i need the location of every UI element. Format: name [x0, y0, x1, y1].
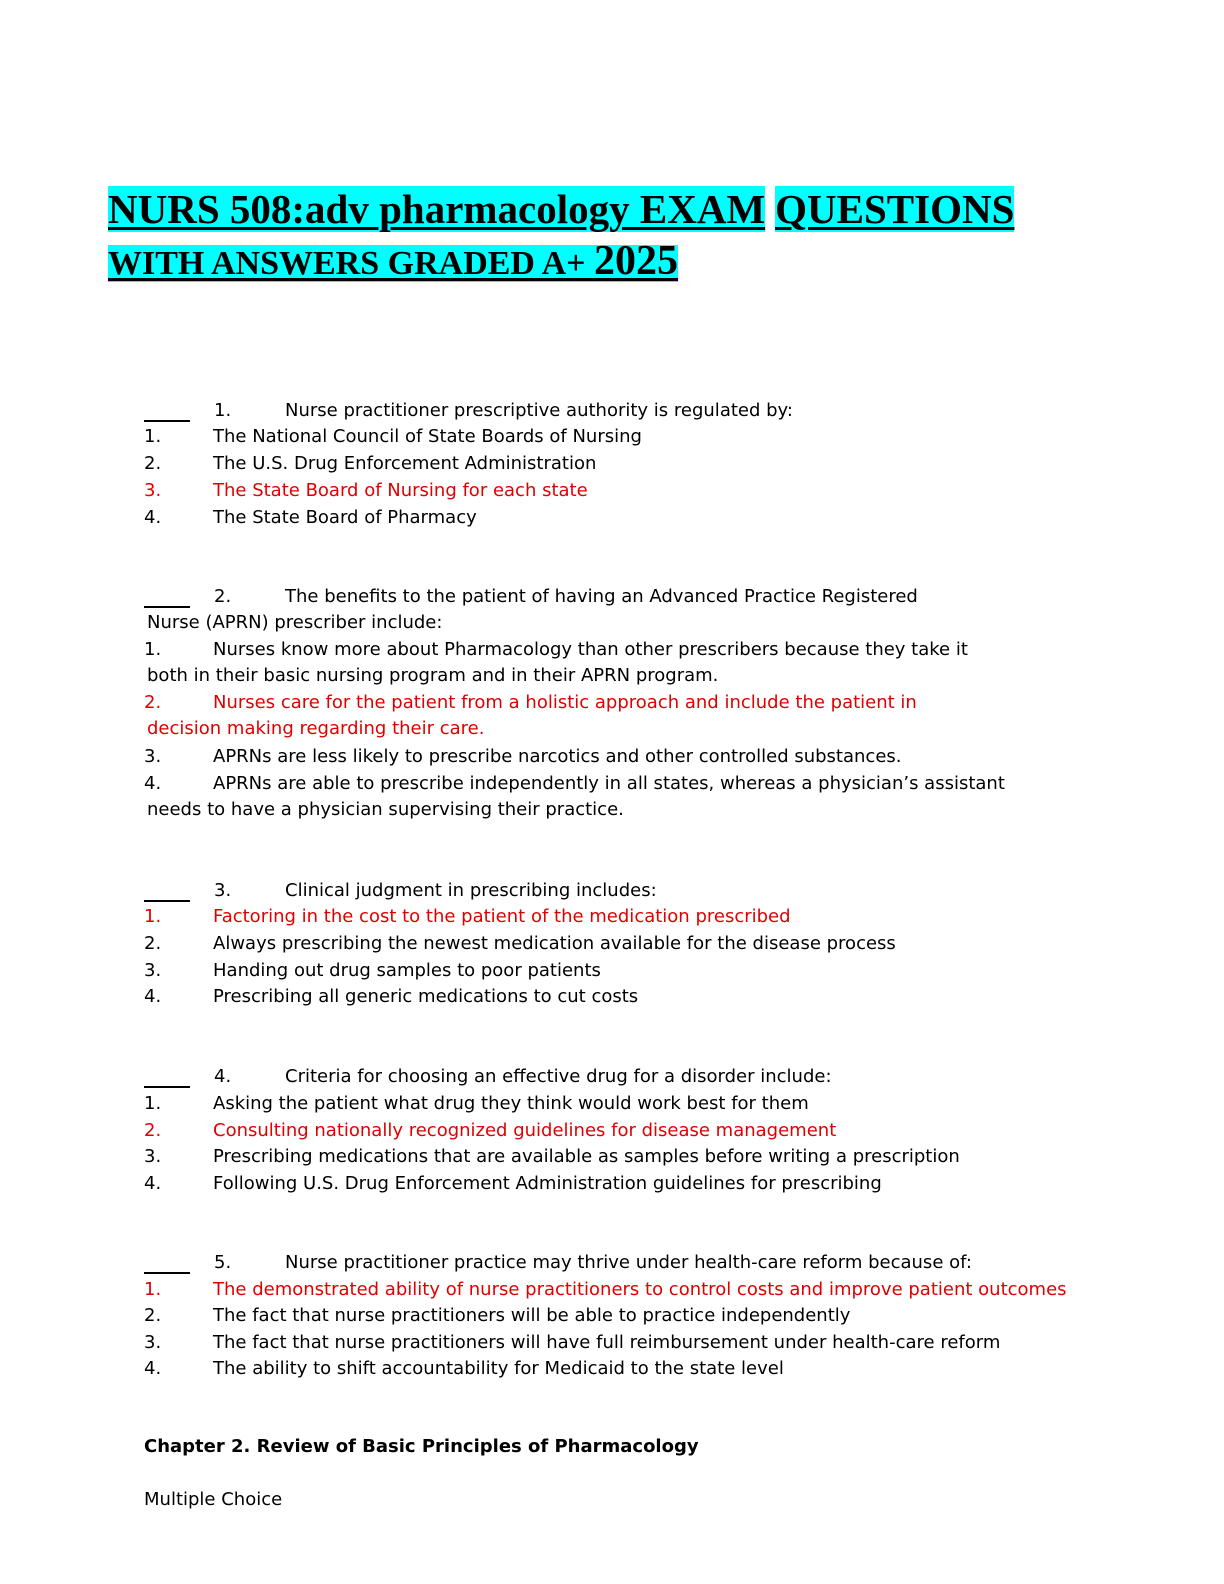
option-text: The National Council of State Boards of Nursing — [213, 426, 642, 447]
answer-blank — [144, 900, 190, 902]
answer-blank — [144, 420, 190, 422]
option-text: both in their basic nursing program and in their APRN program. — [147, 665, 719, 686]
option-text: The demonstrated ability of nurse practitioners to control costs and improve patient outcomes — [213, 1279, 1067, 1300]
question-text: Nurse practitioner practice may thrive under health-care reform because of: — [285, 1252, 972, 1273]
option-text: Nurses care for the patient from a holistic approach and include the patient in — [213, 692, 917, 713]
option-number: 1. — [144, 1093, 162, 1114]
option-text: Handing out drug samples to poor patients — [213, 960, 601, 981]
option-text: APRNs are able to prescribe independently in all states, whereas a physician’s assistant — [213, 773, 1005, 794]
title-line-1 — [108, 184, 1014, 234]
option-text: The fact that nurse practitioners will be able to practice independently — [213, 1305, 851, 1326]
chapter-heading: Chapter 2. Review of Basic Principles of Pharmacology — [144, 1436, 699, 1457]
title-segment — [108, 238, 679, 284]
question-text: Nurse (APRN) prescriber include: — [147, 612, 443, 633]
option-text: Asking the patient what drug they think would work best for them — [213, 1093, 809, 1114]
option-text: APRNs are less likely to prescribe narcotics and other controlled substances. — [213, 746, 902, 767]
title-text: WITH ANSWERS GRADED A+ — [108, 245, 586, 282]
title-line-2 — [108, 236, 678, 289]
option-text: The U.S. Drug Enforcement Administration — [213, 453, 597, 474]
option-text: Prescribing medications that are available as samples before writing a prescription — [213, 1146, 960, 1167]
option-text: Always prescribing the newest medication available for the disease process — [213, 933, 896, 954]
option-text: needs to have a physician supervising their practice. — [147, 799, 624, 820]
title-year: 2025 — [594, 238, 679, 284]
question-number: 2. — [214, 586, 232, 607]
option-number: 4. — [144, 1358, 162, 1379]
option-number: 2. — [144, 1120, 162, 1141]
title-segment: QUESTIONS — [775, 186, 1015, 232]
option-number: 2. — [144, 933, 162, 954]
option-text: The ability to shift accountability for Medicaid to the state level — [213, 1358, 784, 1379]
title-segment: NURS 508:adv pharmacology EXAM — [108, 186, 766, 232]
option-text: Consulting nationally recognized guidelines for disease management — [213, 1120, 837, 1141]
option-number: 1. — [144, 426, 162, 447]
option-number: 3. — [144, 1146, 162, 1167]
option-text: Prescribing all generic medications to cut costs — [213, 986, 639, 1007]
section-label: Multiple Choice — [144, 1489, 283, 1510]
option-number: 3. — [144, 746, 162, 767]
question-text: Criteria for choosing an effective drug for a disorder include: — [285, 1066, 832, 1087]
option-number: 1. — [144, 906, 162, 927]
option-number: 4. — [144, 507, 162, 528]
question-number: 3. — [214, 880, 232, 901]
answer-blank — [144, 606, 190, 608]
option-number: 1. — [144, 639, 162, 660]
option-number: 4. — [144, 773, 162, 794]
question-number: 4. — [214, 1066, 232, 1087]
option-text: The State Board of Nursing for each state — [213, 480, 588, 501]
answer-blank — [144, 1272, 190, 1274]
option-number: 3. — [144, 960, 162, 981]
option-text: The State Board of Pharmacy — [213, 507, 477, 528]
option-number: 2. — [144, 692, 162, 713]
option-number: 4. — [144, 1173, 162, 1194]
question-text: Nurse practitioner prescriptive authority is regulated by: — [285, 400, 793, 421]
option-number: 2. — [144, 1305, 162, 1326]
option-text: The fact that nurse practitioners will have full reimbursement under health-care reform — [213, 1332, 1001, 1353]
question-number: 1. — [214, 400, 232, 421]
option-number: 2. — [144, 453, 162, 474]
question-text: The benefits to the patient of having an Advanced Practice Registered — [285, 586, 918, 607]
option-text: decision making regarding their care. — [147, 718, 485, 739]
answer-blank — [144, 1086, 190, 1088]
option-number: 4. — [144, 986, 162, 1007]
option-text: Nurses know more about Pharmacology than other prescribers because they take it — [213, 639, 968, 660]
option-number: 3. — [144, 1332, 162, 1353]
option-text: Factoring in the cost to the patient of the medication prescribed — [213, 906, 791, 927]
option-number: 3. — [144, 480, 162, 501]
question-text: Clinical judgment in prescribing includes: — [285, 880, 657, 901]
question-number: 5. — [214, 1252, 232, 1273]
option-number: 1. — [144, 1279, 162, 1300]
option-text: Following U.S. Drug Enforcement Administration guidelines for prescribing — [213, 1173, 882, 1194]
